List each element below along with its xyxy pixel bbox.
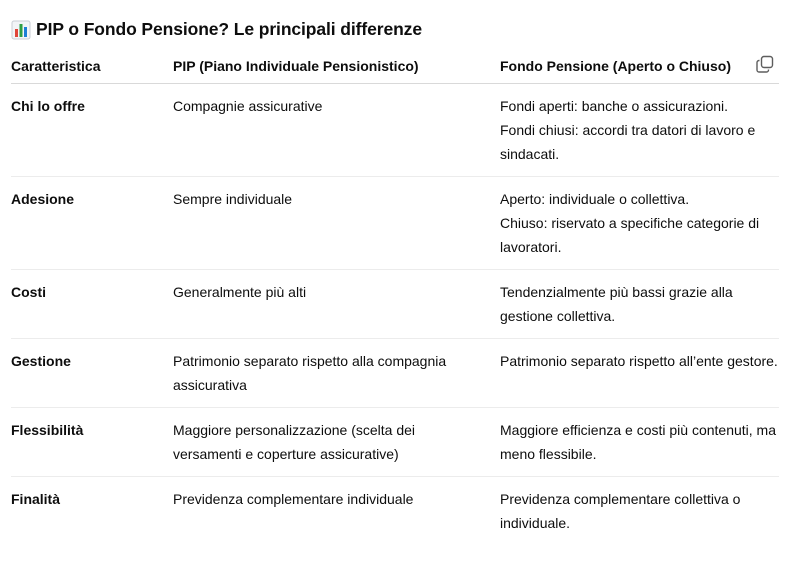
row-feature: Chi lo offre xyxy=(11,84,173,177)
cell-line: Generalmente più alti xyxy=(173,284,307,300)
table-row xyxy=(11,408,779,477)
section-title-text: PIP o Fondo Pensione? Le principali differenze xyxy=(36,19,422,39)
comparison-table xyxy=(11,50,779,545)
cell-line: Aperto: individuale o collettiva. xyxy=(500,191,690,207)
table-header-row xyxy=(11,50,779,84)
cell-line: Maggiore personalizzazione (scelta dei versamenti e coperture assicurative) xyxy=(173,422,416,462)
row-feature: Gestione xyxy=(11,339,173,408)
row-fondo xyxy=(500,408,779,477)
row-fondo xyxy=(500,477,779,546)
cell-line: Previdenza complementare individuale xyxy=(173,491,414,507)
cell-line: Patrimonio separato rispetto all’ente gestore. xyxy=(500,353,778,369)
row-feature: Finalità xyxy=(11,491,61,507)
bar-chart-icon xyxy=(11,20,31,40)
row-fondo xyxy=(500,84,779,177)
row-feature: Costi xyxy=(11,270,173,339)
cell-line: Compagnie assicurative xyxy=(173,98,323,114)
table-row xyxy=(11,84,779,177)
table-row xyxy=(11,477,779,546)
row-fondo xyxy=(500,177,779,270)
cell-line: Sempre individuale xyxy=(173,191,293,207)
cell-line: Previdenza complementare collettiva o individuale. xyxy=(500,491,741,531)
cell-line: Maggiore efficienza e costi più contenuti, ma meno flessibile. xyxy=(500,422,777,462)
row-feature: Flessibilità xyxy=(11,408,173,477)
header-pip: PIP (Piano Individuale Pensionistico) xyxy=(173,50,500,84)
cell-line: Patrimonio separato rispetto alla compagnia assicurativa xyxy=(173,353,447,393)
table-row xyxy=(11,177,779,270)
row-pip xyxy=(173,270,500,339)
comparison-table-container xyxy=(11,50,779,545)
row-pip xyxy=(173,408,500,477)
row-pip xyxy=(173,84,500,177)
cell-line: Tendenzialmente più bassi grazie alla gestione collettiva. xyxy=(500,284,733,324)
row-fondo xyxy=(500,270,779,339)
row-pip xyxy=(173,177,500,270)
row-feature: Adesione xyxy=(11,177,173,270)
header-fondo-pensione: Fondo Pensione (Aperto o Chiuso) xyxy=(500,50,779,84)
header-caratteristica: Caratteristica xyxy=(11,50,173,84)
cell-line: Fondi chiusi: accordi tra datori di lavoro e sindacati. xyxy=(500,122,756,162)
cell-line: Fondi aperti: banche o assicurazioni. xyxy=(500,98,729,114)
row-fondo xyxy=(500,339,779,408)
table-row xyxy=(11,270,779,339)
cell-line: Chiuso: riservato a specifiche categorie di lavoratori. xyxy=(500,215,760,255)
row-pip xyxy=(173,477,500,546)
section-title xyxy=(11,19,422,40)
table-row xyxy=(11,339,779,408)
row-pip xyxy=(173,339,500,408)
